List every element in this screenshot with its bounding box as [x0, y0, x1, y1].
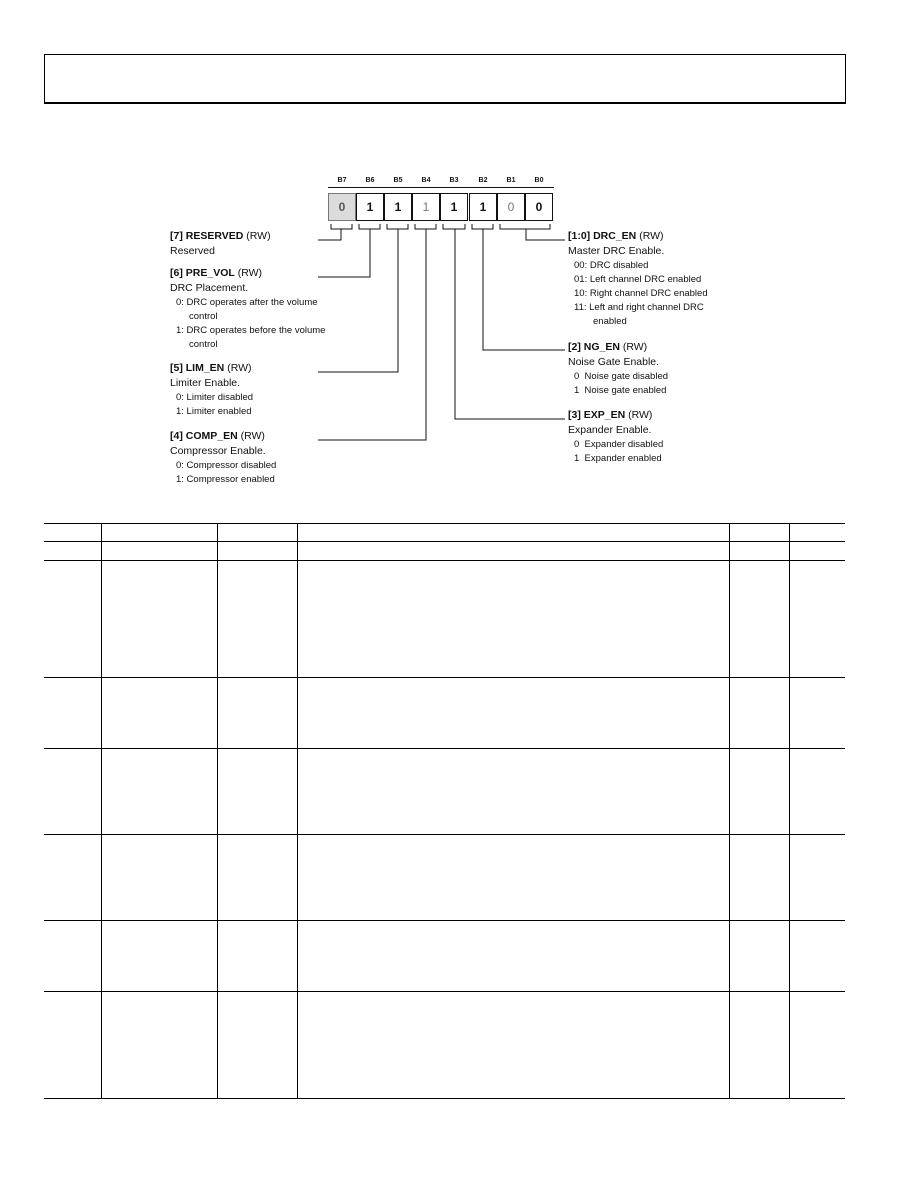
field-ng-en-bits: [2]: [568, 341, 581, 353]
table-cell: [217, 561, 297, 678]
field-pre-vol-option: [170, 296, 325, 310]
table-cell: [101, 678, 217, 749]
table-header-cell: [44, 524, 101, 542]
field-drc-en-option: 10: Right channel DRC enabled: [574, 288, 708, 299]
field-drc-en-option: 01: Left channel DRC enabled: [574, 274, 702, 285]
bit-label-b7: B7: [337, 177, 347, 184]
field-exp-en-option: 1 Expander enabled: [574, 453, 662, 464]
field-exp-en-name: EXP_EN: [583, 409, 626, 421]
table-cell: [217, 835, 297, 921]
bit-label-b5: B5: [393, 177, 403, 184]
field-lim-en-option: 0: Limiter disabled: [176, 392, 254, 403]
table-cell: [789, 678, 845, 749]
table-row: [44, 992, 845, 1099]
bit-cell-b4: 1: [412, 193, 440, 221]
table-cell: [44, 542, 101, 561]
table-cell: [297, 992, 729, 1099]
field-pre-vol-name: PRE_VOL: [185, 267, 235, 279]
table-cell: [44, 561, 101, 678]
register-table: [44, 523, 845, 1099]
table-cell: [297, 678, 729, 749]
register-diagram: [0, 0, 918, 520]
field-ng-en-name: NG_EN: [583, 341, 620, 353]
field-comp-en-option: 1: Compressor enabled: [176, 474, 275, 485]
bit-cell-b5: 1: [384, 193, 412, 221]
table-cell: [217, 678, 297, 749]
field-drc-en-option: 11: Left and right channel DRC: [574, 302, 704, 313]
table-cell: [44, 992, 101, 1099]
field-comp-en-access: (RW): [240, 430, 265, 442]
bit-label-b2: B2: [478, 177, 488, 184]
field-drc-en-description: Master DRC Enable.: [568, 245, 665, 257]
field-lim-en-access: (RW): [227, 362, 252, 374]
table-cell: [101, 992, 217, 1099]
field-pre-vol: [170, 266, 325, 352]
table-header-row: [44, 524, 845, 542]
table-cell: [101, 835, 217, 921]
table-header-cell: [729, 524, 789, 542]
field-exp-en-access: (RW): [628, 409, 653, 421]
table-cell: [789, 542, 845, 561]
table-cell: [789, 835, 845, 921]
option-text: 1: DRC operates before the volume: [176, 325, 326, 336]
field-comp-en-description: Compressor Enable.: [170, 445, 266, 457]
table-cell: [101, 542, 217, 561]
bit-cell-b6: 1: [356, 193, 384, 221]
bit-cell-b2: 1: [469, 193, 497, 221]
field-reserved: [170, 229, 271, 259]
bit-cell-b7: 0: [328, 193, 356, 221]
field-exp-en-option: 0 Expander disabled: [574, 439, 664, 450]
field-lim-en-name: LIM_EN: [185, 362, 225, 374]
table-header-cell: [789, 524, 845, 542]
table-cell: [789, 561, 845, 678]
table-cell: [297, 921, 729, 992]
field-exp-en-bits: [3]: [568, 409, 581, 421]
field-drc-en-option-cont: [568, 315, 708, 329]
table-cell: [729, 561, 789, 678]
bit-cell-b0: 0: [525, 193, 553, 221]
table-cell: [297, 542, 729, 561]
field-pre-vol-access: (RW): [237, 267, 262, 279]
table-cell: [729, 678, 789, 749]
field-ng-en-description: Noise Gate Enable.: [568, 356, 660, 368]
table-cell: [297, 561, 729, 678]
table-cell: [729, 992, 789, 1099]
table-cell: [217, 749, 297, 835]
table-cell: [729, 921, 789, 992]
table-cell: [101, 749, 217, 835]
table-cell: [44, 921, 101, 992]
bit-label-b4: B4: [421, 177, 431, 184]
table-cell: [217, 542, 297, 561]
table-cell: [217, 992, 297, 1099]
table-header-cell: [297, 524, 729, 542]
table-cell: [729, 542, 789, 561]
field-lim-en: [170, 361, 253, 419]
field-exp-en-description: Expander Enable.: [568, 424, 652, 436]
field-lim-en-description: Limiter Enable.: [170, 377, 241, 389]
field-lim-en-bits: [5]: [170, 362, 183, 374]
table-cell: [729, 749, 789, 835]
table-cell: [297, 749, 729, 835]
table-cell: [44, 835, 101, 921]
field-ng-en: [568, 340, 668, 398]
field-pre-vol-option: [170, 324, 325, 338]
table-cell: [297, 835, 729, 921]
field-pre-vol-description: DRC Placement.: [170, 282, 249, 294]
field-ng-en-access: (RW): [622, 341, 648, 353]
field-lim-en-option: 1: Limiter enabled: [176, 406, 252, 417]
bit-label-b0: B0: [534, 177, 544, 184]
bit-cell-b3: 1: [440, 193, 468, 221]
field-pre-vol-bits: [6]: [170, 267, 183, 279]
bit-cell-b1: 0: [497, 193, 525, 221]
field-reserved-name: RESERVED: [185, 230, 244, 242]
option-text: 0: DRC operates after the volume: [176, 297, 318, 308]
table-header-cell: [101, 524, 217, 542]
field-pre-vol-option-cont: [170, 338, 325, 352]
table-row: [44, 542, 845, 561]
field-reserved-bits: [7]: [170, 230, 183, 242]
field-drc-en-bits: [1:0]: [568, 230, 591, 242]
table-cell: [44, 749, 101, 835]
table-cell: [729, 835, 789, 921]
field-comp-en-bits: [4]: [170, 430, 183, 442]
table-cell: [789, 921, 845, 992]
bit-label-b6: B6: [365, 177, 375, 184]
field-drc-en-access: (RW): [639, 230, 664, 242]
option-text-continued: enabled: [593, 316, 627, 327]
table-row: [44, 921, 845, 992]
table-row: [44, 835, 845, 921]
table-cell: [789, 749, 845, 835]
field-comp-en-name: COMP_EN: [185, 430, 238, 442]
bit-label-b1: B1: [506, 177, 516, 184]
field-drc-en: [568, 229, 708, 329]
field-comp-en: [170, 429, 276, 487]
table-header-cell: [217, 524, 297, 542]
option-text-continued: control: [189, 339, 218, 350]
field-ng-en-option: 0 Noise gate disabled: [574, 371, 669, 382]
connector-lines: [0, 0, 918, 520]
field-comp-en-option: 0: Compressor disabled: [176, 460, 277, 471]
field-exp-en: [568, 408, 663, 466]
table-cell: [101, 921, 217, 992]
field-drc-en-name: DRC_EN: [593, 230, 637, 242]
table-cell: [44, 678, 101, 749]
table-cell: [217, 921, 297, 992]
table-cell: [101, 561, 217, 678]
bit-label-b3: B3: [449, 177, 459, 184]
option-text-continued: control: [189, 311, 218, 322]
field-drc-en-option: 00: DRC disabled: [574, 260, 649, 271]
field-reserved-description: Reserved: [170, 245, 215, 257]
table-row: [44, 678, 845, 749]
table-cell: [789, 992, 845, 1099]
field-pre-vol-option-cont: [170, 310, 325, 324]
field-ng-en-option: 1 Noise gate enabled: [574, 385, 667, 396]
table-row: [44, 561, 845, 678]
table-row: [44, 749, 845, 835]
field-reserved-access: (RW): [246, 230, 271, 242]
